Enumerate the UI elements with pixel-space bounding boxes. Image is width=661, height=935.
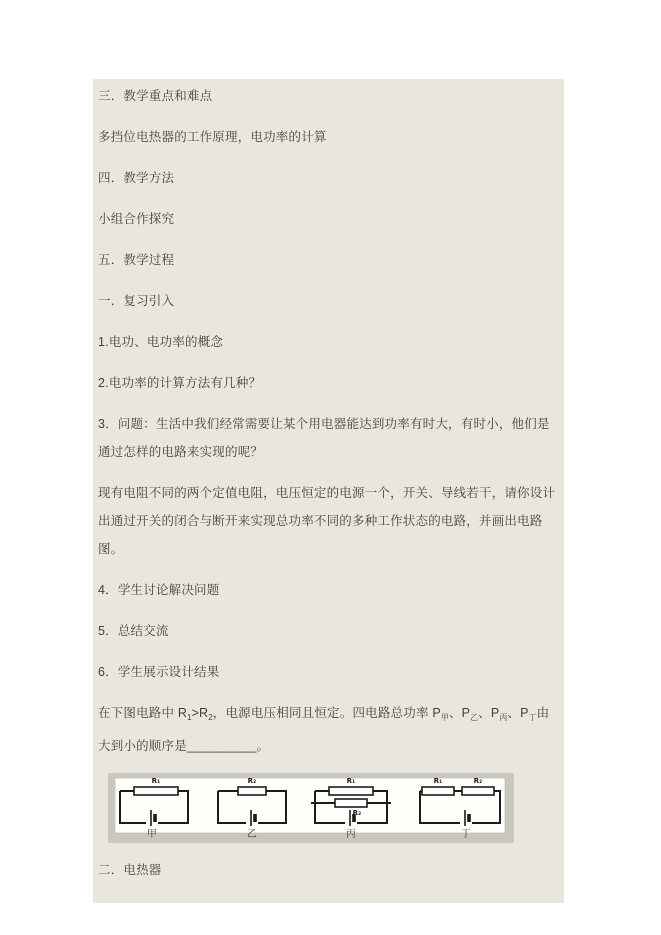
resistor-label-r1: R₁ — [151, 777, 161, 785]
heading-review-intro: 一．复习引入 — [98, 294, 175, 308]
resistor-label-r2: R₂ — [473, 777, 483, 785]
question-text: >R — [191, 706, 209, 720]
text-design-task: 现有电阻不同的两个定值电阻，电压恒定的电源一个，开关、导线若干，请你设计出通过开关的闭合与断开来实现总功率不同的多种工作状态的电路，并画出电路图。 — [98, 486, 556, 556]
heading-teaching-method: 四．教学方法 — [98, 171, 175, 185]
heading-key-points: 三．教学重点和难点 — [98, 89, 213, 103]
subscript-r2: 2 — [208, 713, 213, 722]
resistor-label-r1: R₁ — [433, 777, 443, 785]
resistor-label-r1: R₁ — [346, 777, 356, 785]
question-text: 、P — [478, 706, 500, 720]
answer-blank: __________ — [186, 739, 257, 753]
item-5-summary: 5．总结交流 — [98, 624, 169, 638]
content-area — [93, 79, 564, 903]
resistor-label-r2: R₂ — [247, 777, 257, 785]
subscript-yi: 乙 — [470, 713, 479, 722]
subscript-jia: 甲 — [440, 713, 449, 722]
resistor-label-r2: R₂ — [352, 809, 362, 817]
circuit-label-ding: 丁 — [460, 829, 472, 840]
circuit-diagram-image — [108, 773, 514, 843]
text-method-content: 小组合作探究 — [98, 212, 175, 226]
circuit-label-yi: 乙 — [246, 829, 258, 840]
question-text: 、P — [507, 706, 529, 720]
item-2-calculation-methods: 2.电功率的计算方法有几种？ — [98, 376, 262, 390]
item-6-presentation: 6．学生展示设计结果 — [98, 665, 220, 679]
item-1-concepts: 1.电功、电功率的概念 — [98, 335, 224, 349]
subscript-ding: 丁 — [528, 713, 537, 722]
heading-electric-heater: 二．电热器 — [98, 863, 162, 877]
subscript-r1: 1 — [187, 713, 192, 722]
subscript-bing: 丙 — [499, 713, 508, 722]
circuit-label-bing: 丙 — [345, 829, 357, 840]
heading-teaching-process: 五．教学过程 — [98, 253, 175, 267]
question-paragraph — [98, 699, 562, 760]
text-key-points-content: 多挡位电热器的工作原理，电功率的计算 — [98, 130, 327, 144]
circuit-figure — [108, 773, 514, 843]
circuit-label-jia: 甲 — [146, 829, 158, 840]
question-text: 在下图电路中 R — [98, 706, 188, 720]
question-text: 、P — [448, 706, 471, 720]
item-4-discussion: 4．学生讨论解决问题 — [98, 583, 220, 597]
question-text: 。 — [256, 739, 270, 753]
question-text: ，电源电压相同且恒定。四电路总功率 P — [212, 706, 441, 720]
item-3-problem: 3．问题：生活中我们经常需要让某个用电器能达到功率有时大，有时小，他们是通过怎样的电路来实现的呢？ — [98, 417, 550, 459]
question-text: 由大到小的顺序是 — [98, 706, 550, 753]
